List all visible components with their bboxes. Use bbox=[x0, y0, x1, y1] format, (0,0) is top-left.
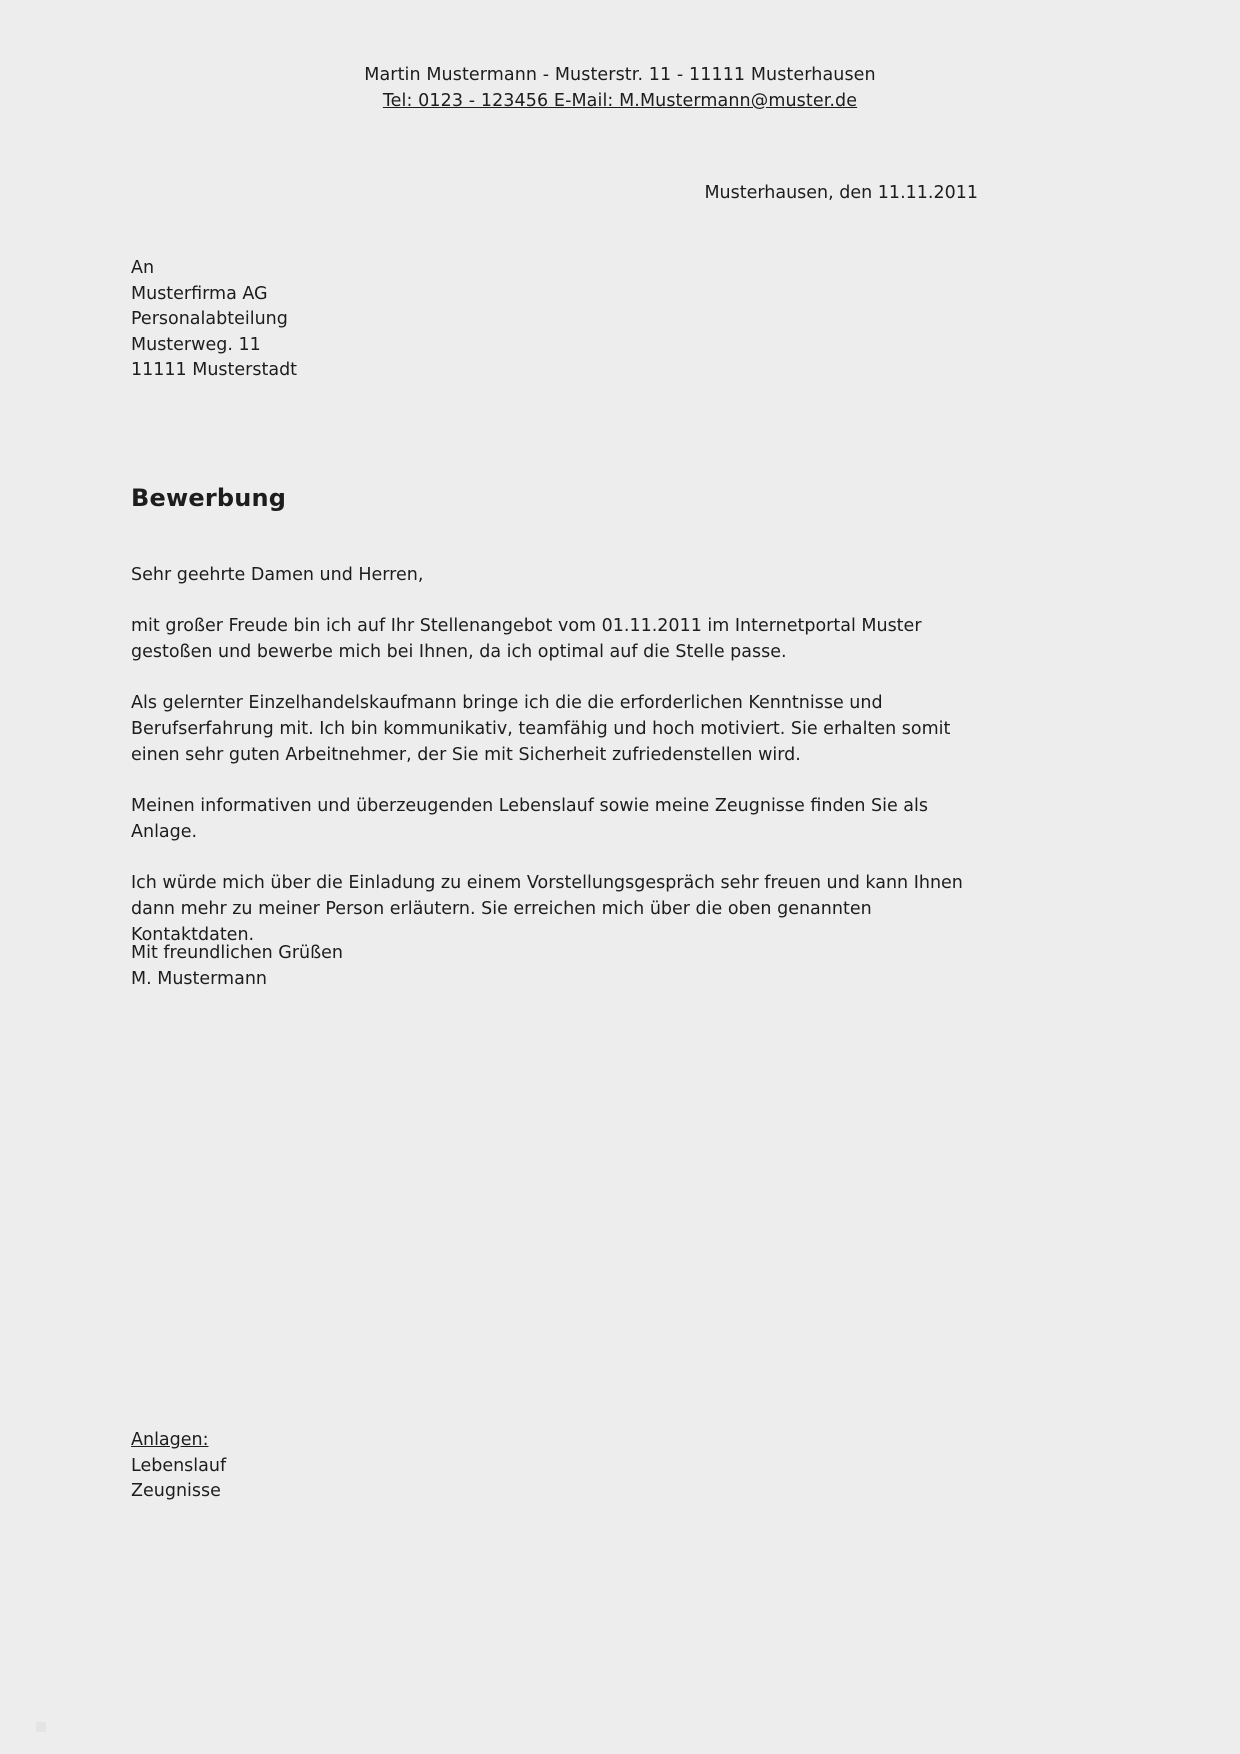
recipient-line-company: Musterfirma AG bbox=[131, 283, 268, 304]
recipient-line-city: 11111 Musterstadt bbox=[131, 360, 298, 380]
closing-block bbox=[131, 940, 343, 992]
body-paragraph-2: Als gelernter Einzelhandelskaufmann bringe ich die die erforderlichen Kenntnisse und Berufserfahrung mit. Ich bin kommunikativ, teamfähig und hoch motiviert. Sie erhalten somit einen sehr guten Arbeitnehmer, der Sie mit Sicherheit zufriedenstellen wird. bbox=[131, 693, 951, 765]
salutation: Sehr geehrte Damen und Herren, bbox=[131, 565, 424, 585]
letter-body bbox=[131, 562, 991, 948]
signature-name: M. Mustermann bbox=[131, 969, 268, 989]
body-paragraph-1: mit großer Freude bin ich auf Ihr Stellenangebot vom 01.11.2011 im Internetportal Muster gestoßen und bewerbe mich bei Ihnen, da ich optimal auf die Stelle passe. bbox=[131, 616, 922, 662]
attachment-item-2: Zeugnisse bbox=[131, 1481, 221, 1501]
recipient-line-department: Personalabteilung bbox=[131, 309, 288, 329]
recipient-address-block bbox=[131, 256, 297, 384]
closing-phrase: Mit freundlichen Grüßen bbox=[131, 943, 343, 963]
recipient-line-street: Musterweg. 11 bbox=[131, 334, 261, 355]
attachments-block bbox=[131, 1428, 226, 1505]
recipient-line-an: An bbox=[131, 258, 155, 278]
sender-contact-line: Tel: 0123 - 123456 E-Mail: M.Mustermann@muster.de bbox=[382, 91, 858, 111]
sender-address-line: Martin Mustermann - Musterstr. 11 - 11111 Musterhausen bbox=[364, 65, 876, 85]
page-corner-mark bbox=[36, 1722, 46, 1732]
attachments-title: Anlagen: bbox=[131, 1430, 209, 1450]
attachment-item-1: Lebenslauf bbox=[131, 1455, 227, 1476]
body-paragraph-3: Meinen informativen und überzeugenden Lebenslauf sowie meine Zeugnisse finden Sie als Anlage. bbox=[131, 796, 929, 842]
body-paragraph-4: Ich würde mich über die Einladung zu einem Vorstellungsgespräch sehr freuen und kann Ihnen dann mehr zu meiner Person erläutern. Sie erreichen mich über die oben genannten Kontaktdaten. bbox=[131, 873, 963, 945]
sender-block bbox=[0, 62, 1240, 114]
letter-subject: Bewerbung bbox=[131, 484, 287, 512]
place-and-date: Musterhausen, den 11.11.2011 bbox=[704, 183, 978, 203]
